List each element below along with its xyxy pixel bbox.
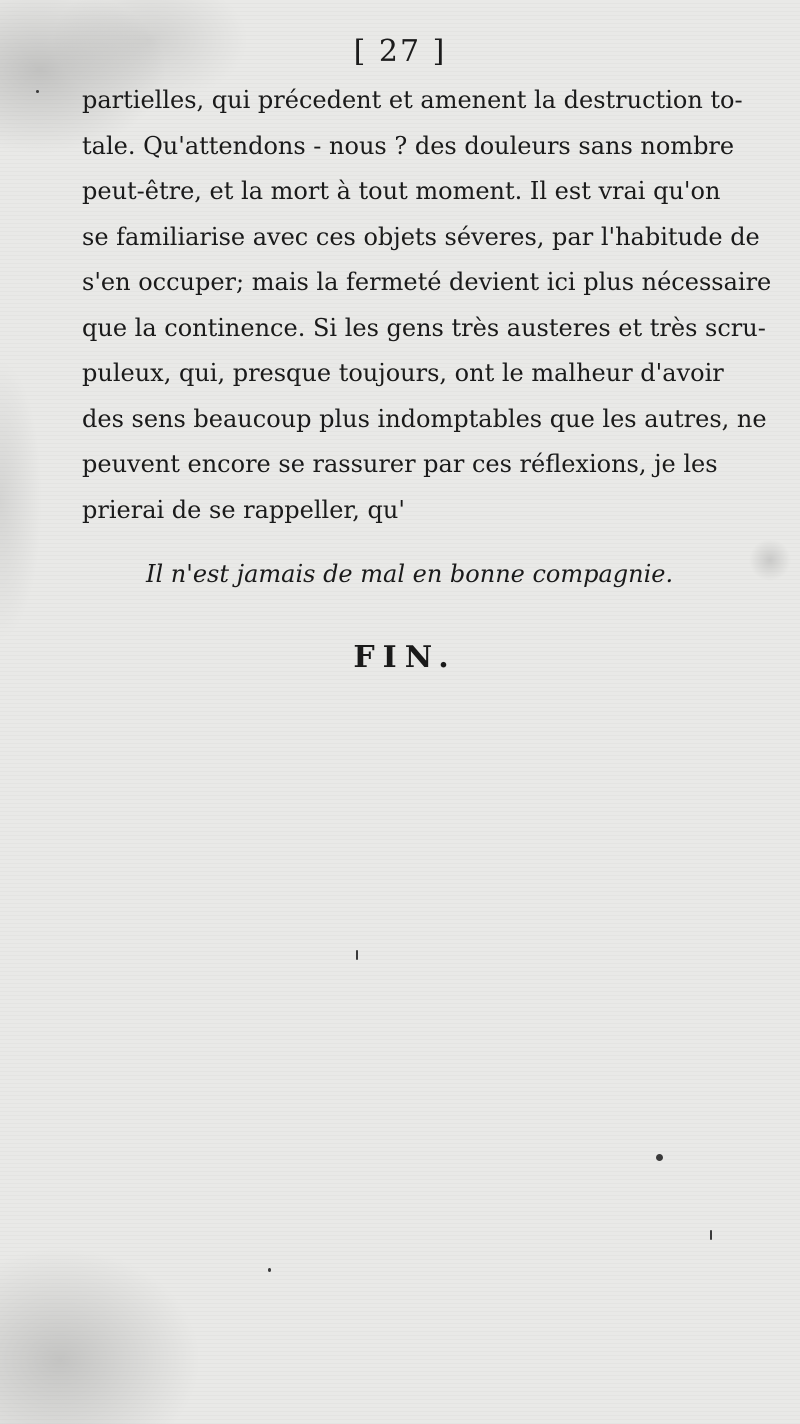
text-line: prierai de se rappeller, qu' (82, 495, 405, 524)
text-line: peuvent encore se rassurer par ces réflexions, je les (82, 450, 718, 478)
text-line: que la continence. Si les gens très austeres et très scru- (82, 313, 766, 342)
text-line: puleux, qui, presque toujours, ont le malheur d'avoir (82, 359, 724, 387)
paper-speck (710, 1230, 712, 1240)
text-line: se familiarise avec ces objets séveres, par l'habitude de (82, 222, 760, 251)
paper-speck (36, 90, 39, 93)
page-number: [ 27 ] (353, 34, 447, 69)
paper-speck (268, 1268, 271, 1272)
text-line: partielles, qui précedent et amenent la destruction to- (82, 86, 743, 114)
text-line: peut-être, et la mort à tout moment. Il est vrai qu'on (82, 177, 721, 205)
paper-speck (656, 1154, 663, 1161)
closing-quote: Il n'est jamais de mal en bonne compagnie. (146, 560, 674, 588)
text-line: s'en occuper; mais la fermeté devient ici plus nécessaire (82, 268, 772, 296)
text-line: tale. Qu'attendons - nous ? des douleurs sans nombre (82, 131, 735, 160)
text-line: des sens beaucoup plus indomptables que les autres, ne (82, 404, 767, 433)
body-paragraph (82, 78, 772, 533)
end-mark: FIN. (353, 640, 457, 675)
paper-speck (356, 950, 358, 960)
